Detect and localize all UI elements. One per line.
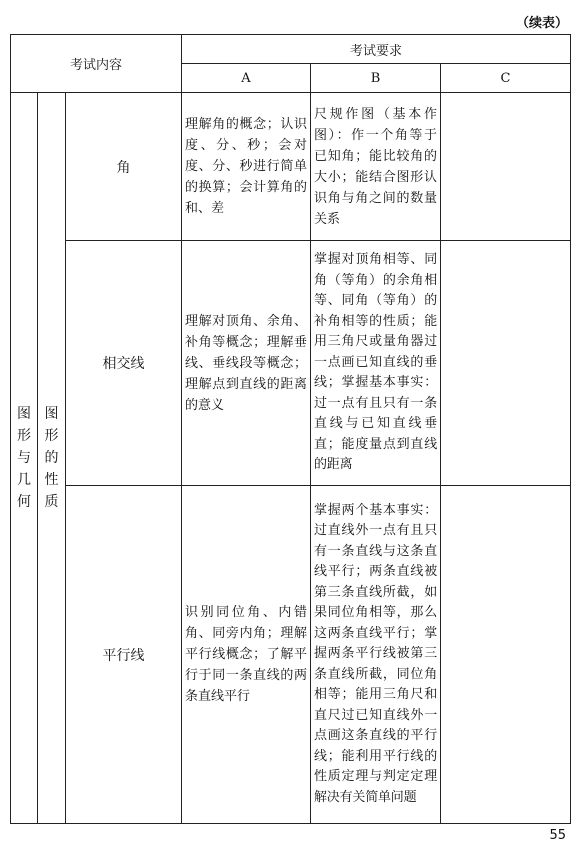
exam-requirements-table (10, 34, 571, 824)
subcategory-char: 的 (44, 450, 59, 466)
category-char: 图 (17, 406, 31, 422)
category-char: 几 (17, 472, 31, 488)
topic-cell: 角 (66, 93, 182, 241)
category-cell (11, 93, 38, 824)
header-requirements: 考试要求 (182, 35, 571, 64)
requirement-a-cell: 理解对顶角、余角、补角等概念；理解垂线、垂线段等概念；理解点到直线的距离的意义 (182, 241, 311, 486)
category-char: 与 (17, 450, 31, 466)
subcategory-char: 图 (44, 406, 59, 422)
header-content: 考试内容 (11, 35, 182, 93)
category-char: 何 (17, 494, 31, 510)
topic-cell: 平行线 (66, 486, 182, 824)
header-col-a: A (182, 64, 311, 93)
subcategory-cell (38, 93, 66, 824)
table-row (11, 241, 571, 486)
requirement-b-cell: 掌握对顶角相等、同角（等角）的余角相等、同角（等角）的补角相等的性质；能用三角尺或量角器过一点画已知直线的垂线；掌握基本事实：过一点有且只有一条直线与已知直线垂直；能度量点到直线的距离 (311, 241, 441, 486)
requirement-b-cell: 掌握两个基本事实：过直线外一点有且只有一条直线与这条直线平行；两条直线被第三条直线所截，如果同位角相等，那么这两条直线平行；掌握两条平行线被第三条直线所截，同位角相等；能用三角尺和直尺过已知直线外一点画这条直线的平行线；能利用平行线的性质定理与判定定理解决有关简单问题 (311, 486, 441, 824)
requirement-c-cell (441, 241, 571, 486)
continued-label: （续表） (515, 16, 568, 31)
header-col-c: C (441, 64, 571, 93)
subcategory-char: 形 (44, 428, 59, 444)
header-col-b: B (311, 64, 441, 93)
subcategory-char: 质 (44, 494, 59, 510)
page-number: 55 (549, 828, 566, 843)
requirement-a-cell: 理解角的概念；认识度、分、秒；会对度、分、秒进行简单的换算；会计算角的和、差 (182, 93, 311, 241)
table-row (11, 93, 571, 241)
subcategory-char: 性 (44, 472, 59, 488)
topic-cell: 相交线 (66, 241, 182, 486)
requirement-b-cell: 尺规作图（基本作图）：作一个角等于已知角；能比较角的大小；能结合图形认识角与角之间的数量关系 (311, 93, 441, 241)
requirement-c-cell (441, 93, 571, 241)
requirement-a-cell: 识别同位角、内错角、同旁内角；理解平行线概念；了解平行于同一条直线的两条直线平行 (182, 486, 311, 824)
category-char: 形 (17, 428, 31, 444)
table-row (11, 486, 571, 824)
requirement-c-cell (441, 486, 571, 824)
